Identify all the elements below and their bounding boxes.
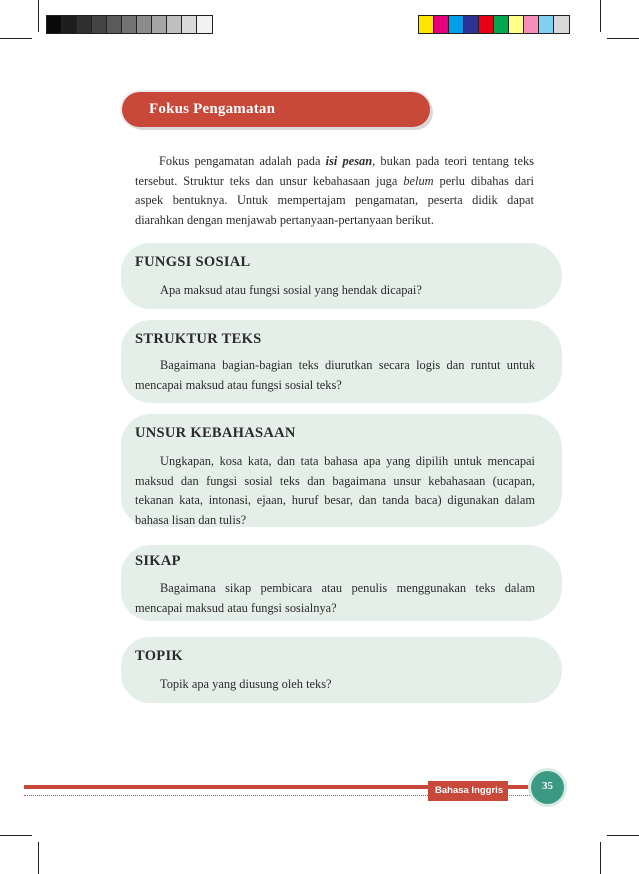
page-number-badge <box>531 771 564 804</box>
footer-book-title-tag <box>428 781 508 801</box>
page-number: 35 <box>542 780 553 792</box>
gray-swatch <box>107 16 122 33</box>
gray-swatch <box>62 16 77 33</box>
crop-mark-top-left-v <box>38 0 39 32</box>
intro-text-3: perlu dibahas dari aspek bentuknya. Untuk mempertajam pengamatan, peserta didik dapat diarahkan dengan menjawab pertanyaan-pertanyaan berikut. <box>135 173 534 227</box>
crop-mark-top-left-h <box>0 38 32 39</box>
crop-mark-bottom-right-v <box>600 842 601 874</box>
focus-heading-tab <box>122 92 430 127</box>
color-swatch <box>464 16 479 33</box>
focus-heading: Fokus Pengamatan <box>149 101 276 117</box>
color-swatch-bar <box>418 15 570 34</box>
color-swatch <box>524 16 539 33</box>
section-text: Apa maksud atau fungsi sosial yang hendak dicapai? <box>160 283 422 297</box>
color-swatch <box>449 16 464 33</box>
section-text: Bagaimana bagian-bagian teks diurutkan secara logis dan runtut untuk mencapai maksud atau fungsi sosial teks? <box>135 358 535 392</box>
gray-swatch <box>92 16 107 33</box>
intro-emphasis-isi-pesan: isi pesan <box>325 154 373 168</box>
footer-book-title: Bahasa Inggris <box>435 785 504 796</box>
section-text: Ungkapan, kosa kata, dan tata bahasa apa yang dipilih untuk mencapai maksud dan fungsi sosial teks dan bagaimana unsur kebahasaan (ucapan, tekanan kata, intonasi, ejaan, huruf besar, dan tanda baca) digunakan dalam bahasa lisan dan tulis? <box>135 454 535 527</box>
section-title: STRUKTUR TEKS <box>135 331 262 347</box>
crop-mark-top-right-h <box>607 38 639 39</box>
color-swatch <box>434 16 449 33</box>
color-swatch <box>419 16 434 33</box>
color-swatch <box>494 16 509 33</box>
gray-swatch <box>197 16 212 33</box>
crop-mark-bottom-right-h <box>607 835 639 836</box>
gray-swatch <box>77 16 92 33</box>
intro-paragraph <box>135 152 534 230</box>
color-swatch <box>479 16 494 33</box>
section-box-topik <box>121 637 562 703</box>
gray-swatch <box>137 16 152 33</box>
gray-swatch <box>152 16 167 33</box>
color-swatch <box>509 16 524 33</box>
crop-mark-top-right-v <box>600 0 601 32</box>
color-swatch <box>539 16 554 33</box>
section-box-sikap <box>121 545 562 621</box>
crop-mark-bottom-left-v <box>38 842 39 874</box>
crop-mark-bottom-left-h <box>0 835 32 836</box>
gray-swatch <box>47 16 62 33</box>
intro-text-2: , bukan pada teori tentang teks tersebut. Struktur teks dan unsur kebahasaan juga <box>135 154 534 188</box>
section-text: Bagaimana sikap pembicara atau penulis menggunakan teks dalam mencapai maksud atau fungsi sosialnya? <box>135 581 535 615</box>
color-swatch <box>554 16 569 33</box>
section-box-fungsi-sosial <box>121 243 562 309</box>
intro-emphasis-belum: belum <box>403 173 434 188</box>
section-title: SIKAP <box>135 553 181 569</box>
section-box-struktur-teks <box>121 320 562 403</box>
section-title: FUNGSI SOSIAL <box>135 254 251 270</box>
section-title: TOPIK <box>135 648 183 664</box>
section-box-unsur-kebahasaan <box>121 414 562 527</box>
gray-swatch <box>182 16 197 33</box>
section-title: UNSUR KEBAHASAAN <box>135 425 296 441</box>
gray-swatch <box>122 16 137 33</box>
intro-text-1: Fokus pengamatan adalah pada <box>159 154 326 168</box>
gray-swatch <box>167 16 182 33</box>
grayscale-swatch-bar <box>46 15 213 34</box>
section-text: Topik apa yang diusung oleh teks? <box>160 677 332 691</box>
